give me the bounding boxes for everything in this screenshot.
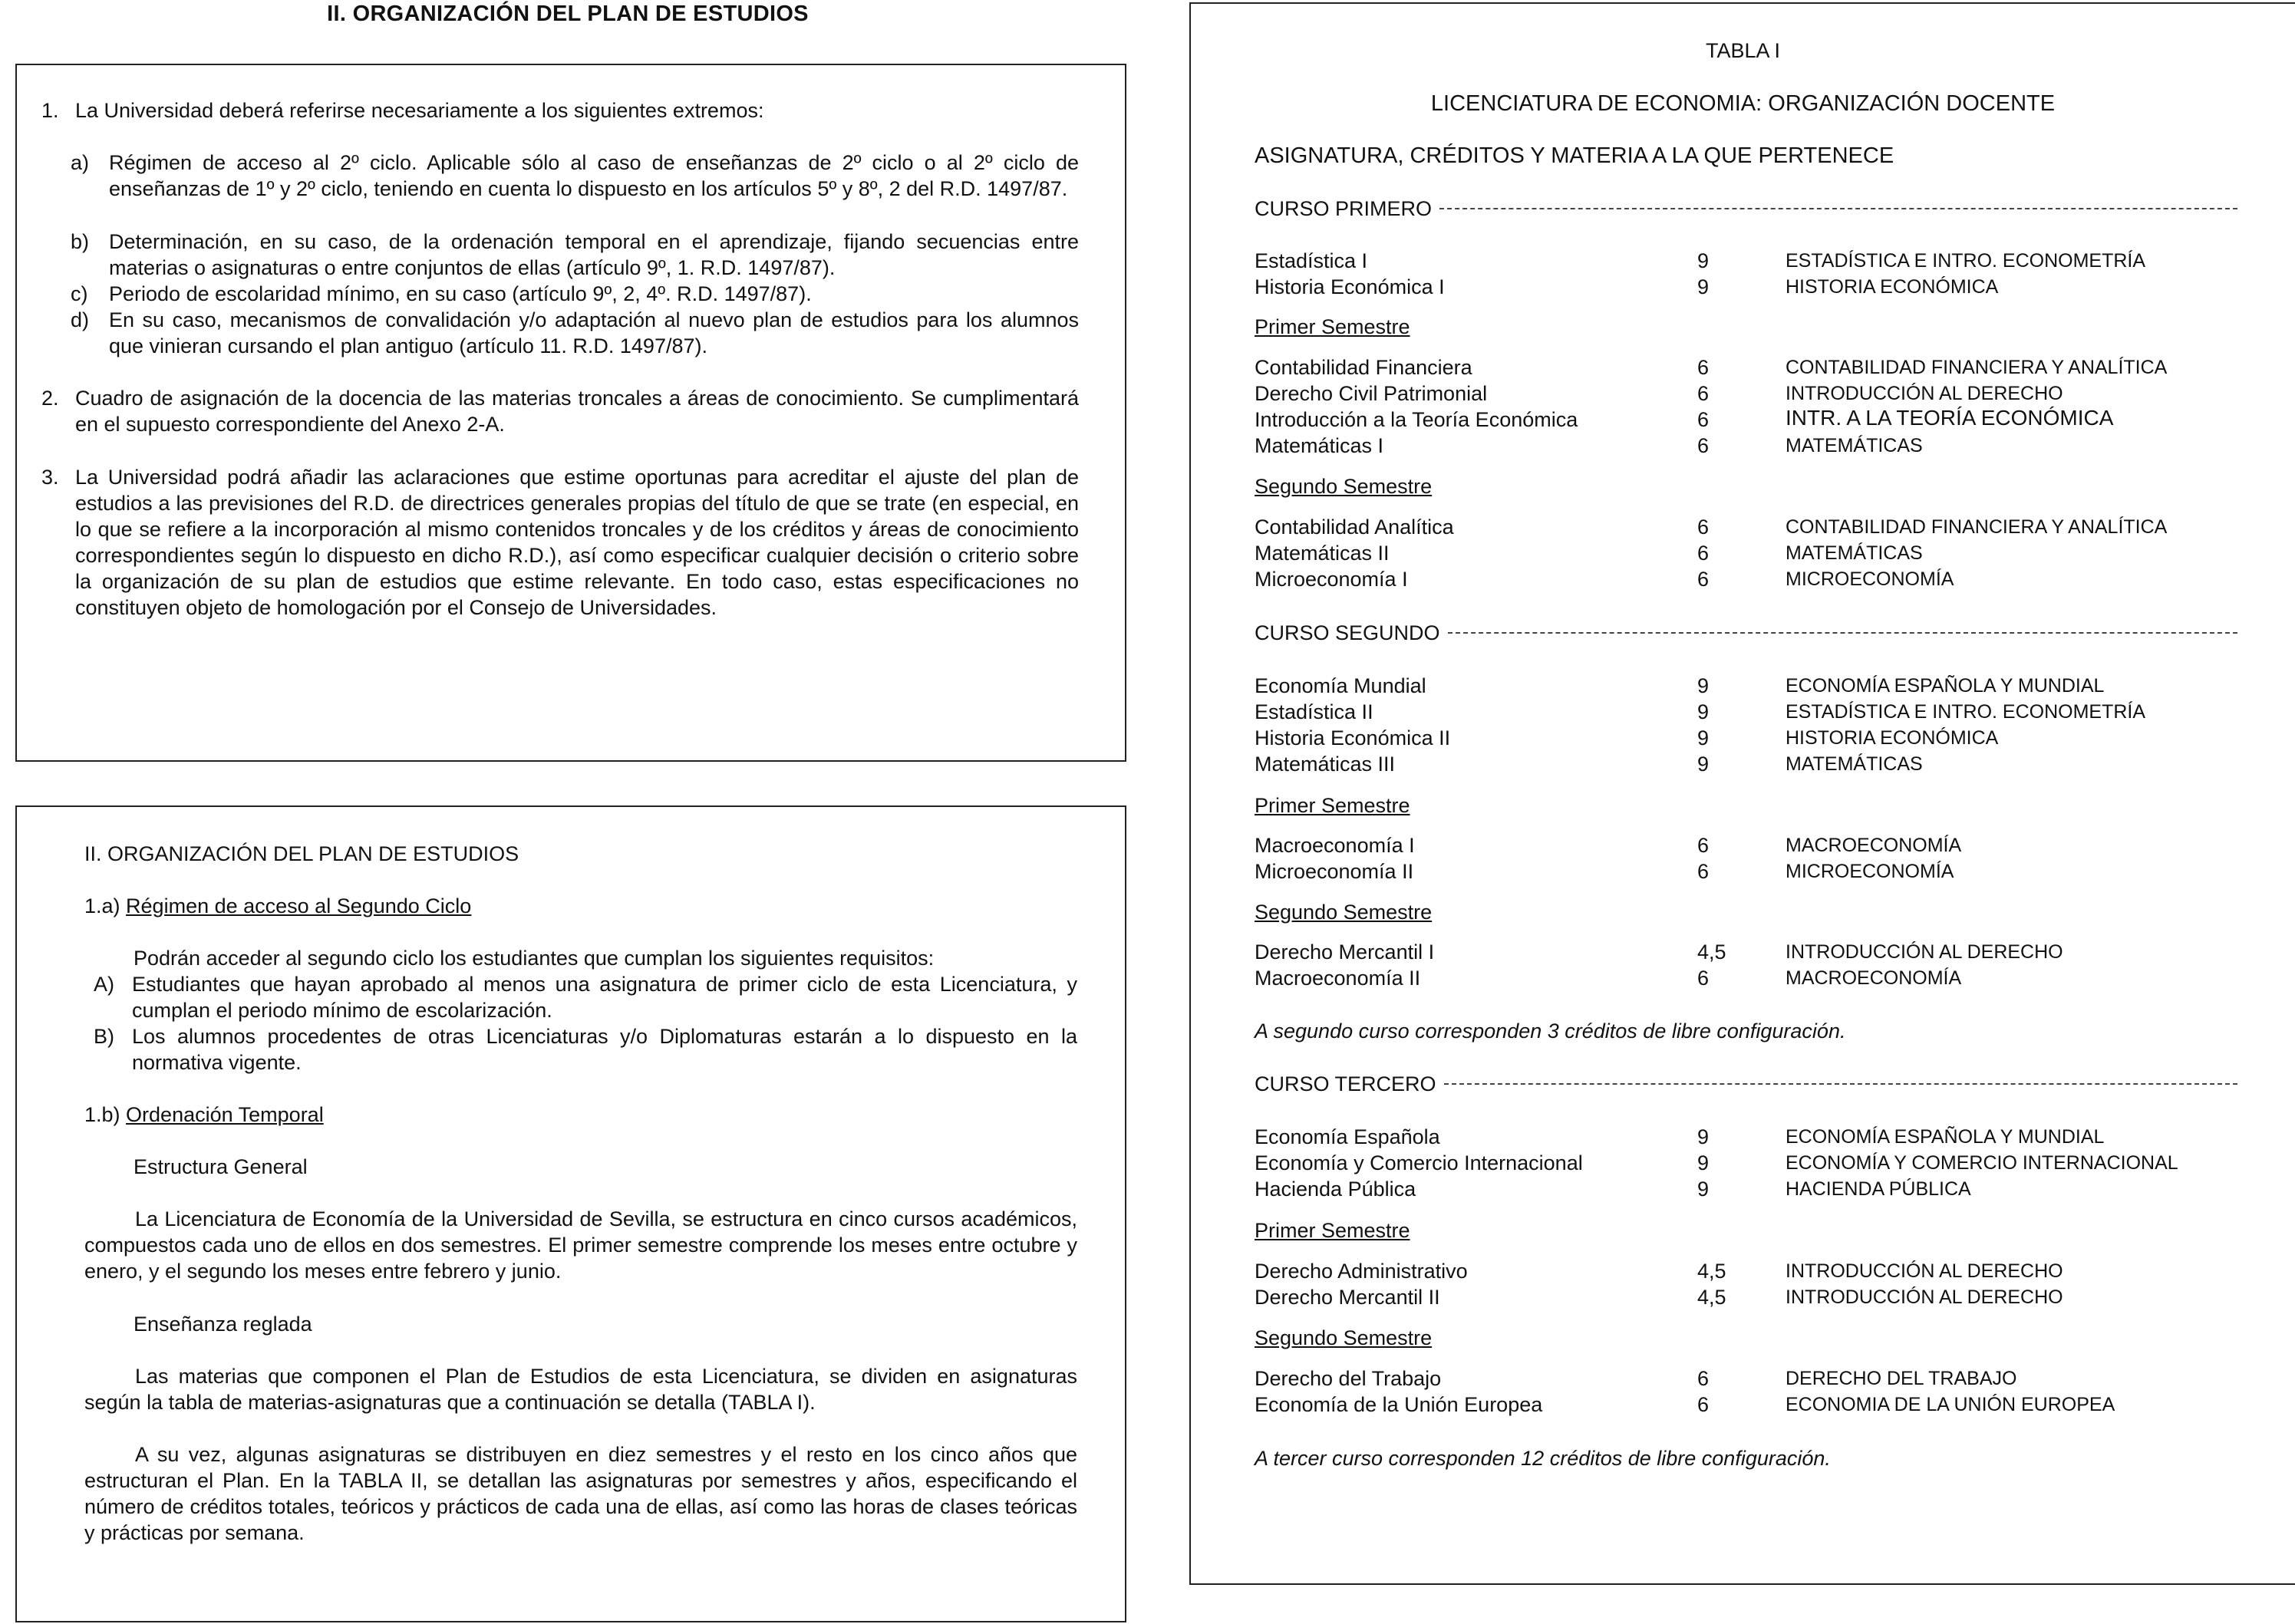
list-item: c) Periodo de escolaridad mínimo, en su caso (artículo 9º, 2, 4º. R.D. 1497/87). [71, 282, 812, 305]
table-cell: 6 [1697, 568, 1710, 591]
table-cell: Estadística II [1255, 700, 1373, 723]
table-cell: Historia Económica II [1255, 726, 1451, 749]
table-cell: 9 [1697, 753, 1710, 776]
table-cell: Economía y Comercio Internacional [1255, 1151, 1583, 1174]
table-cell: 6 [1697, 516, 1710, 539]
table-cell: MATEMÁTICAS [1786, 753, 1923, 775]
table-cell: Microeconomía II [1255, 860, 1414, 883]
credits-note: A segundo curso corresponden 3 créditos de libre configuración. [1255, 1020, 1846, 1043]
table-cell: 6 [1697, 382, 1710, 405]
table-cell: Introducción a la Teoría Económica [1255, 408, 1578, 431]
table-cell: ESTADÍSTICA E INTRO. ECONOMETRÍA [1786, 250, 2146, 272]
table-cell: Economía Española [1255, 1125, 1440, 1148]
table-cell: DERECHO DEL TRABAJO [1786, 1368, 2017, 1389]
table-cell: 6 [1697, 1393, 1710, 1416]
table-cell: 9 [1697, 1178, 1710, 1201]
table-cell: 9 [1697, 275, 1710, 298]
table-cell: ESTADÍSTICA E INTRO. ECONOMETRÍA [1786, 701, 2146, 723]
table-cell: 9 [1697, 674, 1710, 697]
table-cell: Historia Económica I [1255, 275, 1445, 298]
table-cell: INTRODUCCIÓN AL DERECHO [1786, 1286, 2063, 1308]
table-cell: Derecho del Trabajo [1255, 1367, 1442, 1390]
table-cell: Contabilidad Analítica [1255, 516, 1454, 539]
table-cell: MACROECONOMÍA [1786, 967, 1962, 989]
table-cell: MATEMÁTICAS [1786, 435, 1923, 456]
table-cell: CONTABILIDAD FINANCIERA Y ANALÍTICA [1786, 357, 2168, 378]
table-cell: Economía Mundial [1255, 674, 1426, 697]
table-cell: Macroeconomía II [1255, 967, 1421, 990]
table-cell: 6 [1697, 834, 1710, 857]
instructions-box [15, 64, 1126, 762]
table-cell: HISTORIA ECONÓMICA [1786, 727, 1999, 749]
tabla-i-box [1189, 2, 2295, 1585]
table-cell: Derecho Mercantil II [1255, 1286, 1440, 1309]
paragraph: A su vez, algunas asignaturas se distribuyen en diez semestres y el resto en los cinco años que estructuran el Plan. En la TABLA II, se detallan las asignaturas por semestres y años, especificando el número de créditos totales, teóricos y prácticos de cada una de ellas, así como las horas de clases teóricas y prácticas por semana. [84, 1443, 1077, 1544]
section-curso-tercero: CURSO TERCERO [1255, 1071, 2237, 1097]
subheading: Enseñanza reglada [134, 1313, 312, 1336]
table-cell: 4,5 [1697, 1286, 1726, 1309]
table-cell: Contabilidad Financiera [1255, 356, 1472, 379]
list-item: 1. La Universidad deberá referirse necesariamente a los siguientes extremos: [41, 99, 764, 122]
table-cell: 6 [1697, 356, 1710, 379]
table-subtitle: LICENCIATURA DE ECONOMIA: ORGANIZACIÓN DOCENTE [1430, 91, 2056, 116]
table-cell: INTRODUCCIÓN AL DERECHO [1786, 1260, 2063, 1282]
table-cell: HACIENDA PÚBLICA [1786, 1178, 1971, 1200]
subheading: Estructura General [134, 1155, 308, 1178]
table-cell: 6 [1697, 434, 1710, 457]
table-title: TABLA I [1705, 39, 1781, 62]
table-cell: MACROECONOMÍA [1786, 835, 1962, 856]
table-cell: 9 [1697, 1151, 1710, 1174]
list-item: 3. La Universidad podrá añadir las aclaraciones que estime oportunas para acreditar el ajuste del plan de estudios a las previsiones del R.D. de directrices generales propias del título de que se trate (en especial, en lo que se refiere a la incorporación al mismo contenidos troncales y de los créditos y áreas de conocimiento correspondientes según lo dispuesto en dicho R.D.), así como especificar cualquier decisión o criterio sobre la organización de su plan de estudios que estime relevante. En todo caso, estas especificaciones no constituyen objeto de homologación por el Consejo de Universidades. [41, 466, 1079, 619]
table-cell: INTR. A LA TEORÍA ECONÓMICA [1786, 406, 2114, 430]
paragraph: Las materias que componen el Plan de Estudios de esta Licenciatura, se dividen en asignaturas según la tabla de materias-asignaturas que a continuación se detalla (TABLA I). [84, 1365, 1077, 1414]
semester-heading: Primer Semestre [1255, 794, 1410, 817]
section-heading: 1.a) Régimen de acceso al Segundo Ciclo [84, 894, 472, 917]
table-cell: 6 [1697, 1367, 1710, 1390]
credits-note: A tercer curso corresponden 12 créditos de libre configuración. [1255, 1447, 1831, 1470]
section-title: II. ORGANIZACIÓN DEL PLAN DE ESTUDIOS [84, 842, 519, 865]
page-title: II. ORGANIZACIÓN DEL PLAN DE ESTUDIOS [327, 2, 809, 26]
table-cell: Derecho Mercantil I [1255, 940, 1435, 964]
table-cell: INTRODUCCIÓN AL DERECHO [1786, 383, 2063, 404]
table-cell: Microeconomía I [1255, 568, 1408, 591]
table-cell: Economía de la Unión Europea [1255, 1393, 1543, 1416]
table-cell: 6 [1697, 408, 1710, 431]
table-cell: Matemáticas II [1255, 542, 1390, 565]
table-cell: Matemáticas I [1255, 434, 1384, 457]
section-curso-segundo: CURSO SEGUNDO [1255, 620, 2237, 646]
table-cell: 9 [1697, 249, 1710, 272]
semester-heading: Segundo Semestre [1255, 901, 1433, 924]
table-header: ASIGNATURA, CRÉDITOS Y MATERIA A LA QUE PERTENECE [1255, 143, 1894, 168]
plan-organization-box [15, 805, 1126, 1622]
table-cell: 6 [1697, 542, 1710, 565]
table-cell: MICROECONOMÍA [1786, 568, 1954, 590]
section-curso-primero: CURSO PRIMERO [1255, 196, 2237, 222]
table-cell: Estadística I [1255, 249, 1368, 272]
list-item: d) En su caso, mecanismos de convalidación y/o adaptación al nuevo plan de estudios para los alumnos que vinieran cursando el plan antiguo (artículo 11. R.D. 1497/87). [71, 308, 1079, 357]
semester-heading: Primer Semestre [1255, 315, 1410, 338]
list-item: b) Determinación, en su caso, de la ordenación temporal en el aprendizaje, fijando secuencias entre materias o asignaturas o entre conjuntos de ellas (artículo 9º, 1. R.D. 1497/87). [71, 230, 1079, 279]
table-cell: Derecho Civil Patrimonial [1255, 382, 1488, 405]
semester-heading: Segundo Semestre [1255, 475, 1433, 498]
semester-heading: Primer Semestre [1255, 1219, 1410, 1242]
table-cell: 4,5 [1697, 1260, 1726, 1283]
table-cell: HISTORIA ECONÓMICA [1786, 276, 1999, 298]
semester-heading: Segundo Semestre [1255, 1326, 1433, 1349]
table-cell: MATEMÁTICAS [1786, 542, 1923, 564]
table-cell: 9 [1697, 1125, 1710, 1148]
table-cell: Derecho Administrativo [1255, 1260, 1468, 1283]
table-cell: 9 [1697, 700, 1710, 723]
table-cell: MICROECONOMÍA [1786, 861, 1954, 882]
list-item: 2. Cuadro de asignación de la docencia de las materias troncales a áreas de conocimiento. Se cumplimentará en el supuesto correspondiente del Anexo 2-A. [41, 387, 1079, 436]
table-cell: ECONOMÍA ESPAÑOLA Y MUNDIAL [1786, 1126, 2105, 1148]
table-cell: Matemáticas III [1255, 753, 1396, 776]
table-cell: 9 [1697, 726, 1710, 749]
table-cell: ECONOMIA DE LA UNIÓN EUROPEA [1786, 1394, 2115, 1415]
table-cell: 4,5 [1697, 940, 1726, 964]
list-item: A) Estudiantes que hayan aprobado al menos una asignatura de primer ciclo de esta Licenciatura, y cumplan el periodo mínimo de escolarización. [94, 973, 1077, 1022]
table-cell: ECONOMÍA Y COMERCIO INTERNACIONAL [1786, 1152, 2178, 1174]
table-cell: 6 [1697, 967, 1710, 990]
table-cell: CONTABILIDAD FINANCIERA Y ANALÍTICA [1786, 516, 2168, 538]
list-item: B) Los alumnos procedentes de otras Licenciaturas y/o Diplomaturas estarán a lo dispuesto en la normativa vigente. [94, 1025, 1077, 1074]
table-cell: ECONOMÍA ESPAÑOLA Y MUNDIAL [1786, 675, 2105, 697]
paragraph: La Licenciatura de Economía de la Universidad de Sevilla, se estructura en cinco cursos académicos, compuestos cada uno de ellos en dos semestres. El primer semestre comprende los meses entre octubre y enero, y el segundo los meses entre febrero y junio. [84, 1207, 1077, 1283]
section-heading: 1.b) Ordenación Temporal [84, 1103, 324, 1126]
paragraph: Podrán acceder al segundo ciclo los estudiantes que cumplan los siguientes requisitos: [134, 947, 935, 970]
table-cell: Macroeconomía I [1255, 834, 1415, 857]
table-cell: Hacienda Pública [1255, 1178, 1416, 1201]
table-cell: 6 [1697, 860, 1710, 883]
table-cell: INTRODUCCIÓN AL DERECHO [1786, 941, 2063, 963]
list-item: a) Régimen de acceso al 2º ciclo. Aplicable sólo al caso de enseñanzas de 2º ciclo o al 2º ciclo de enseñanzas de 1º y 2º ciclo, teniendo en cuenta lo dispuesto en los artículos 5º y 8º, 2 del R.D. 1497/87. [71, 151, 1079, 200]
